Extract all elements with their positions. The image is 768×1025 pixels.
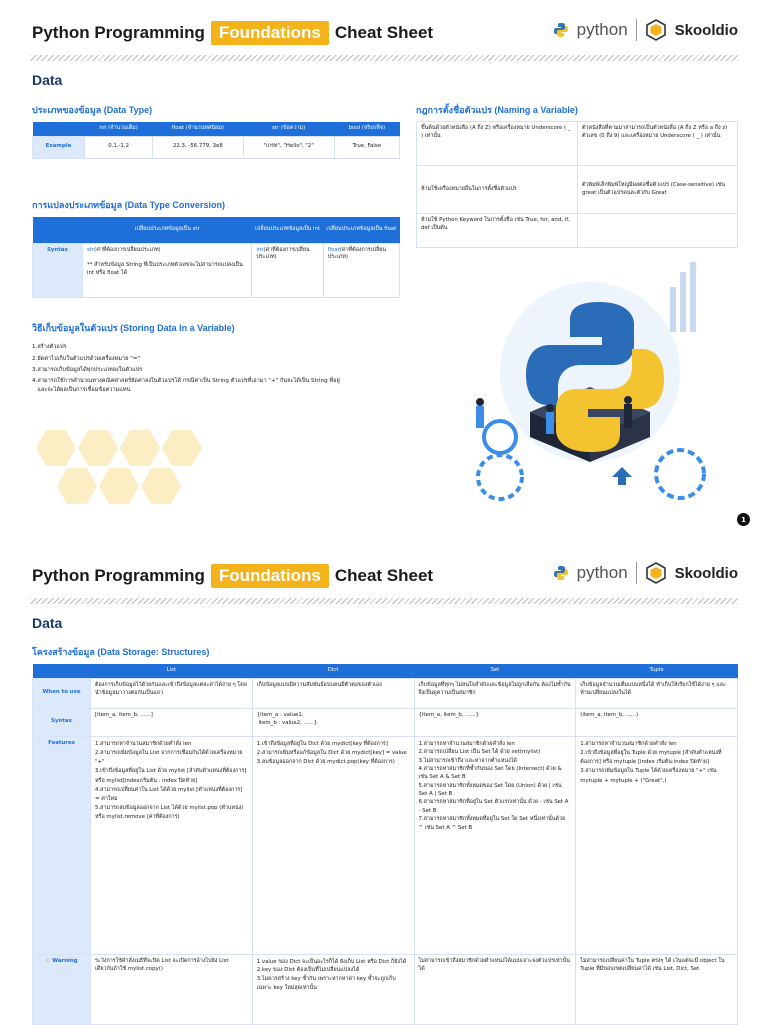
table-cell: ตัวหนังสือที่ตามมาสามารถเป็นตัวหนังสือ (A ถึง Z หรือ a ถึง z) ตัวเลข (0 ถึง 9) และเครื่องหมาย Underscore ( _ ) เท่านั้น — [578, 122, 738, 166]
table-row — [33, 736, 738, 954]
list-item: 2.ยัดค่าไปเก็บในตัวแปรด้วยเครื่องหมาย "=" — [32, 355, 141, 362]
data-type-title: ประเภทของข้อมูล (Data Type) — [32, 105, 153, 115]
table-cell: 22.3, -56.779, 3e8 — [153, 136, 243, 158]
section-title: Data — [32, 615, 63, 631]
header-pre: Python Programming — [32, 566, 205, 585]
table-cell — [83, 243, 252, 297]
gear-icon — [484, 421, 516, 453]
table-header — [33, 122, 85, 136]
python-logo-icon — [553, 22, 569, 38]
table-row — [417, 166, 738, 214]
table-cell: ระวังการใช้คำสั่งเมธีที่จะปิด List จะเปิดการอ้างไปยัง List เดียวกันถ้าใช้ mylist.copy() — [91, 954, 253, 1024]
gear-icon — [478, 455, 522, 499]
table-header: str (ข้อความ) — [243, 122, 334, 136]
table-cell: [item_a, item_b, ......] — [91, 708, 253, 736]
header-post: Cheat Sheet — [334, 23, 434, 42]
skooldio-logo-icon — [645, 562, 667, 584]
table-cell: 1.สามารถหาจำนวนสมาชิกด้วยคำสั่ง len 2.เข้าถึงข้อมูลที่อยู่ใน Tuple ด้วย mytuple [ลำดับตำแหน่งที่ต้องการ] หรือ mytuple [index เริ่มต้น:index ปิดท้าย] 3.สามารถเพิ่มข้อมูลใน Tuple ได้ด้วยเครื่องหมาย "+" เช่น mytuple + mytuple + ("Great",) — [576, 736, 738, 954]
table-cell — [252, 243, 323, 297]
page-2 — [0, 543, 768, 1024]
header-highlight: Foundations — [211, 564, 329, 588]
row-label-text: Warning — [52, 957, 78, 964]
table-header: Set — [414, 664, 576, 678]
decorative-hexagon — [78, 428, 118, 468]
table-cell: {item_a, item_b, ......} — [414, 708, 576, 736]
table-cell: 1.เข้าถึงข้อมูลที่อยู่ใน Dict ด้วย mydict[key ที่ต้องการ] 2.สามารถเพิ่มหรือแก้ข้อมูลใน Dict ด้วย mydict[key] = value 3.ลบข้อมูลออกจาก Dict ด้วย mydict.pop(key ที่ต้องการ) — [252, 736, 414, 954]
table-row — [417, 214, 738, 248]
table-cell: เก็บข้อมูลแบบมีความสัมพันธ์แบบคนมีตัวต่อของตัวเอง — [252, 678, 414, 708]
fn-name: int — [256, 246, 264, 253]
table-cell: ต้องการเก็บข้อมูลไว้ด้วยกันและเข้าถึงข้อมูลแต่ละค่าได้ง่าย ๆ โดยนำข้อมูลมาวางต่อกันเป็นแถว — [91, 678, 253, 708]
header-pre: Python Programming — [32, 23, 205, 42]
table-cell: เก็บข้อมูลจำนวนเต็มแบบหนึ่งได้ ทำเก็บให้เรียกใช้ได้ง่าย ๆ และ ห้ามเปลี่ยนแปลงในได้ — [576, 678, 738, 708]
table-header: List — [91, 664, 253, 678]
decorative-hexagon — [141, 466, 181, 506]
table-header-row — [33, 664, 738, 678]
table-header — [33, 664, 91, 678]
page-number-badge: 1 — [737, 513, 750, 526]
conversion-title: การแปลงประเภทข้อมูล (Data Type Conversion) — [32, 200, 225, 210]
table-header: Dict — [252, 664, 414, 678]
decorative-hexagon — [99, 466, 139, 506]
header-divider — [30, 55, 738, 61]
fn-name: str — [87, 246, 95, 253]
table-header: bool (จริง/เท็จ) — [334, 122, 399, 136]
table-header: int (จำนวนเต็ม) — [85, 122, 153, 136]
table-cell: 1.สามารถหาจำนวนสมาชิกด้วยคำสั่ง len 2.สามารถเปลี่ยน List เป็น Set ได้ ด้วย set(mylist) 3.ไม่สามารถเข้าถึง และหาจากตำแหน่งได้ 4.สามารถหาสมาชิกที่ซ้ำกันของ Set โดย (Intersect) ด้วย & เช่น Set A & Set B 5.สามารถหาสมาชิกทั้งหมดของ Set โดย (Union) ด้วย | เช่น Set A | Set B 6.สามารถหาสมาชิกที่อยู่ใน Set ตัวแรกเท่านั้น ด้วย - เช่น Set A - Set B 7.สามารถหาสมาชิกทั้งหมดที่อยู่ใน Set ใด Set หนึ่งเท่านั้นด้วย ^ เช่น Set A ^ Set B — [414, 736, 576, 954]
table-row — [33, 708, 738, 736]
row-label: When to use — [33, 678, 91, 708]
section-title: Data — [32, 72, 63, 88]
row-label: Example — [33, 136, 85, 158]
table-header-row — [33, 122, 400, 136]
table-row — [417, 122, 738, 166]
table-cell: {item_a : value1, item_b : value2, ......} — [252, 708, 414, 736]
skooldio-wordmark: Skooldio — [674, 21, 738, 39]
table-cell: 1.สามารถหาจำนวนสมาชิกด้วยคำสั่ง len 2.สามารถเพิ่มข้อมูลใน List จากการเชื่อมกันได้ด้วยเครื่องหมาย "+" 3.เข้าถึงข้อมูลที่อยู่ใน List ด้วย mylist [ลำดับตำแหน่งที่ต้องการ] หรือ mylist[index/เริ่มต้น : index ปิดท้าย] 4.สามารถเปลี่ยนค่าใน List ได้ด้วย mylist [ตำแหน่งที่ต้องการ] = ค่าใหม่ 5.สามารถลบข้อมูลออกจาก List ได้ด้วย mylist.pop (ตำแหน่ง) หรือ mylist.remove (ค่าที่ต้องการ) — [91, 736, 253, 954]
list-item: 3.สามารถเก็บข้อมูลได้ทุกประเภทลงในตัวแปร — [32, 367, 143, 374]
table-cell: เก็บข้อมูลที่ทุกๆ ไม่สนใจลำดับและข้อมูลไม่ถูกเลือกัน ต้องไม่ซ้ำกัน จึงเป็นดูความเป็นสมาชิก — [414, 678, 576, 708]
fn-arg: (ค่าที่ต้องการเปลี่ยนประเภท) — [94, 246, 161, 253]
skooldio-logo-icon — [645, 19, 667, 41]
table-cell: 0,1,-1,2 — [85, 136, 153, 158]
storing-title: วิธีเก็บข้อมูลในตัวแปร (Storing Data In a Variable) — [32, 323, 235, 333]
python-illustration — [440, 262, 740, 510]
table-row — [33, 954, 738, 1024]
brand-logos — [553, 19, 738, 41]
list-item: 1.สร้างตัวแปร — [32, 344, 67, 350]
table-header: เปลี่ยนประเภทข้อมูลเป็น float — [323, 217, 399, 243]
python-wordmark: python — [576, 20, 628, 39]
brand-divider — [636, 19, 637, 41]
python-logo-icon — [553, 565, 569, 581]
page-header — [32, 20, 433, 46]
conversion-table — [32, 217, 400, 298]
table-cell: True, False — [334, 136, 399, 158]
table-header: เปลี่ยนประเภทข้อมูลเป็น int — [252, 217, 323, 243]
table-cell — [323, 243, 399, 297]
row-label: Features — [33, 736, 91, 954]
storing-steps — [32, 342, 402, 394]
table-cell: ขึ้นต้นด้วยตัวหนังสือ (A ถึง Z) หรือเครื่องหมาย Underscore ( _ ) เท่านั้น — [417, 122, 578, 166]
fn-arg: (ค่าที่ต้องการเปลี่ยนประเภท) — [256, 246, 310, 261]
table-header: float (จำนวนทศนิยม) — [153, 122, 243, 136]
table-cell: ตัวพิมพ์เล็กพิมพ์ใหญ่มีผลต่อชื่อตัวแปร (Case-sensitive) เช่น great เป็นตัวแปรคนละตัวกับ Great — [578, 166, 738, 214]
list-item: 4.สามารถใช้การคำนวณทางคณิตศาสตร์ยัดค่าลงในตัวแปรได้ กรณีค่าเป็น String ตัวแปรที่เอามา "+" กันจะได้เป็น String ที่อยู่ — [32, 378, 340, 385]
table-cell: 1.value ของ Dict จะเป็นอะไรก็ได้ ยังเก็บ List หรือ Dict ก็ยังได้ 2.key ของ Dict ต้องเป็นที่ไม่เปลี่ยนแปลงได้ 3.ไม่ควรสร้าง key ซ้ำกัน เพราะหากหาค่า key ซ้ำจะถูกเก็บเฉพาะ key ใหม่สุดเท่านั้น — [252, 954, 414, 1024]
table-header: เปลี่ยนประเภทข้อมูลเป็น str — [83, 217, 252, 243]
arrow-up-icon — [612, 467, 632, 477]
table-header-row — [33, 217, 400, 243]
naming-table — [416, 121, 738, 248]
conversion-note: ** สำหรับข้อมูล String ที่เป็นประเภทตัวเลขจะไม่สามารถแปลงเป็น int หรือ float ได้ — [87, 262, 243, 276]
page-header — [32, 563, 433, 589]
fn-arg: (ค่าที่ต้องการเปลี่ยนประเภท) — [327, 246, 387, 261]
brand-logos — [553, 562, 738, 584]
table-cell: ห้ามใช้ Python Keyword ในการตั้งชื่อ เช่น True, for, and, if, def เป็นต้น — [417, 214, 578, 248]
decorative-hexagon — [120, 428, 160, 468]
table-cell: ไม่สามารถเข้าถึงสมาชิกด้วยตำแหน่งได้แบบเจาะจงตัวแปรเท่านั้นได้ — [414, 954, 576, 1024]
table-header — [33, 217, 83, 243]
structures-table — [32, 664, 738, 1025]
table-header: Tuple — [576, 664, 738, 678]
list-item: และจะได้ผลเป็นการเชื่อมข้อความแทน — [32, 386, 131, 393]
table-cell — [578, 214, 738, 248]
data-type-table — [32, 122, 400, 159]
decorative-hexagon — [162, 428, 202, 468]
decorative-hexagon — [57, 466, 97, 506]
decorative-hexagon — [36, 428, 76, 468]
table-cell: (item_a, item_b, ......) — [576, 708, 738, 736]
table-cell: ห้ามใช้เครื่องหมายอื่นในการตั้งชื่อตัวแปร — [417, 166, 578, 214]
structures-title: โครงสร้างข้อมูล (Data Storage: Structures) — [32, 647, 210, 657]
gear-icon — [656, 450, 704, 498]
skooldio-wordmark: Skooldio — [674, 564, 738, 582]
table-row — [33, 136, 400, 158]
warning-icon: ⚠ — [45, 957, 51, 964]
header-highlight: Foundations — [211, 21, 329, 45]
row-label: Syntax — [33, 243, 83, 297]
python-wordmark: python — [576, 563, 628, 582]
table-cell: "เกรท", "Hello", "2" — [243, 136, 334, 158]
table-row — [33, 243, 400, 297]
row-label — [33, 954, 91, 1024]
table-cell: ไม่สามารถเปลี่ยนค่าใน Tuple ตรงๆ ได้ เว้นแต่จะมี object ใน Tuple ที่มีขอบเขตเปลี่ยนค่าได้ เช่น List, Dict, Set — [576, 954, 738, 1024]
header-post: Cheat Sheet — [334, 566, 434, 585]
header-divider — [30, 598, 738, 604]
naming-title: กฎการตั้งชื่อตัวแปร (Naming a Variable) — [416, 105, 578, 115]
brand-divider — [636, 562, 637, 584]
row-label: Syntax — [33, 708, 91, 736]
fn-name: float — [327, 246, 340, 253]
table-row — [33, 678, 738, 708]
